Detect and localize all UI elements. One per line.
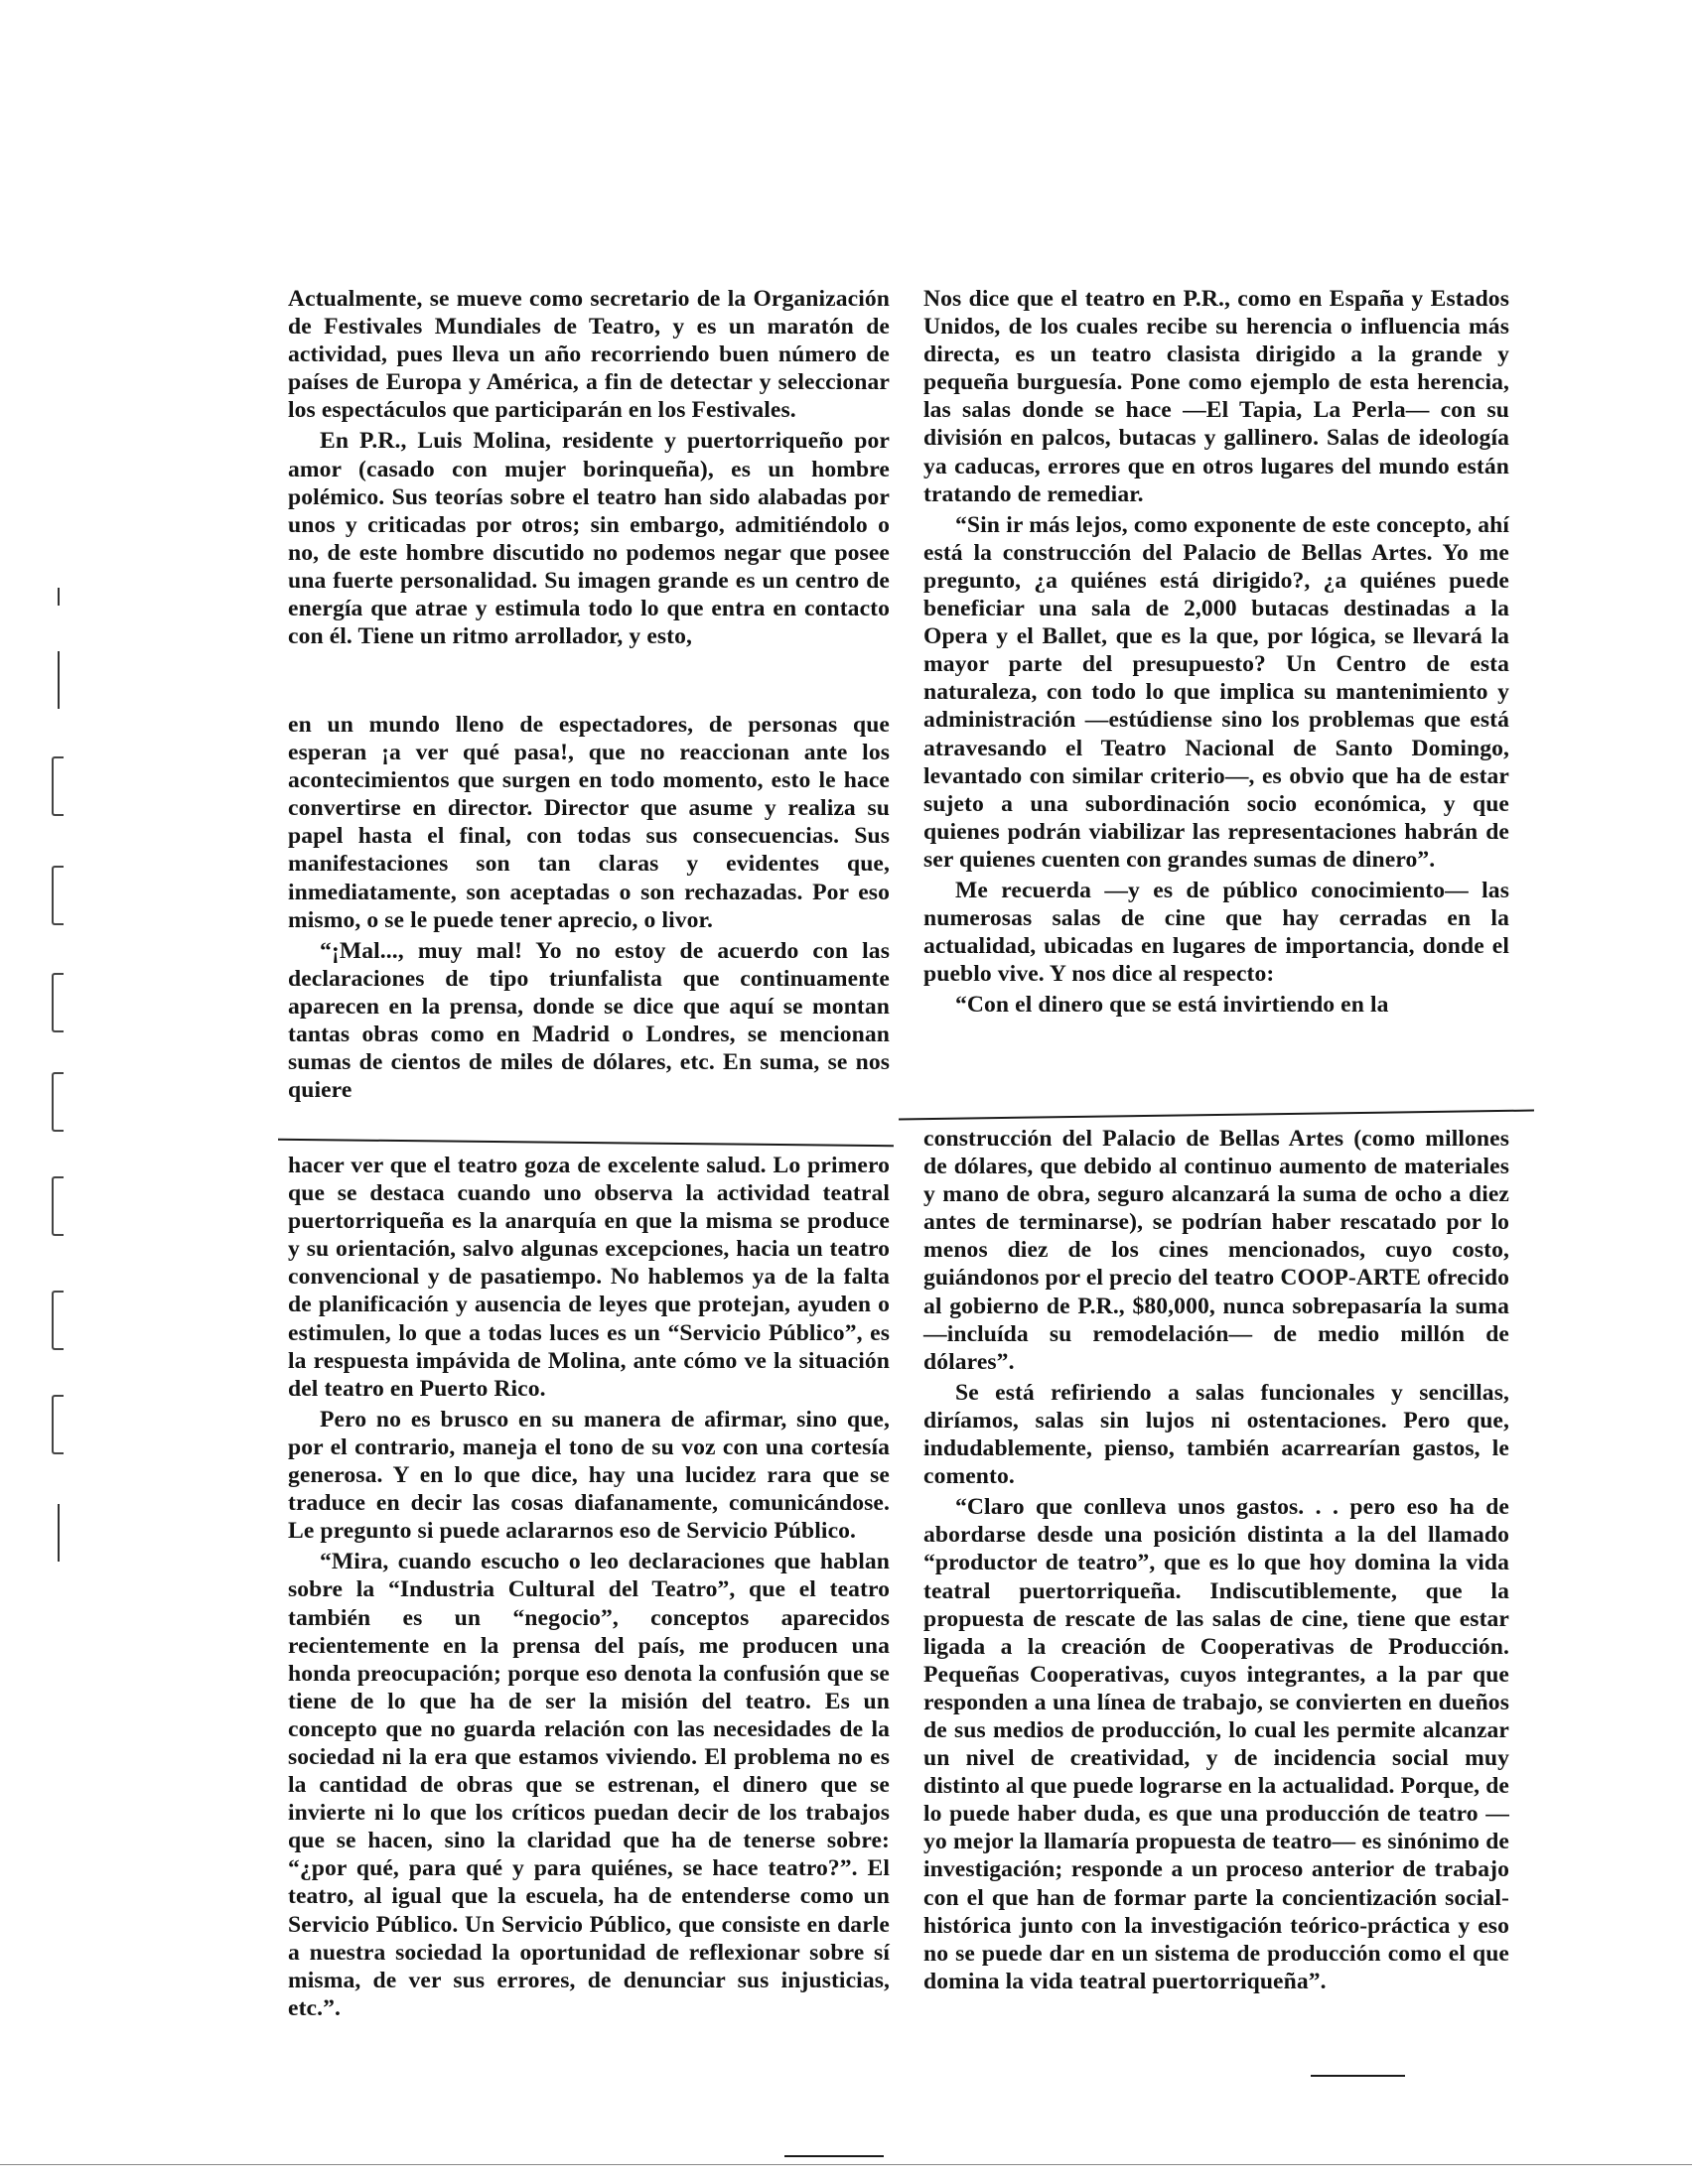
article-column-left-middle	[288, 711, 890, 1107]
paragraph: hacer ver que el teatro goza de excelente salud. Lo primero que se destaca cuando uno observa la actividad teatral puertorriqueña es la anarquía en que la misma se produce y su orientación, salvo algunas excepciones, hacia un teatro convencional y de pasatiempo. No hablemos ya de la falta de planificación y ausencia de leyes que protejan, ayuden o estimulen, lo que a todas luces es un “Servicio Público”, es la respuesta impávida de Molina, ante cómo ve la situación del teatro en Puerto Rico.	[288, 1153, 890, 1402]
paragraph: Me recuerda —y es de público conocimiento— las numerosas salas de cine que hay cerradas en la actualidad, ubicadas en lugares de importancia, donde el pueblo vive. Y nos dice al respecto:	[923, 877, 1509, 988]
binder-hole-mark	[52, 973, 64, 1032]
margin-mark	[58, 651, 60, 709]
paragraph: construcción del Palacio de Bellas Artes (como millones de dólares, que debido al continuo aumento de materiales y mano de obra, seguro alcanzará la suma de ocho a diez antes de terminarse), se podrían haber rescatado por lo menos diez de los cines mencionados, cuyo costo, guiándonos por el precio del teatro COOP-ARTE ofrecido al gobierno de P.R., $80,000, nunca sobrepasaría la suma —incluída su remodelación— de medio millón de dólares”.	[923, 1126, 1509, 1375]
page-bottom-edge	[0, 2164, 1692, 2165]
binder-hole-mark	[52, 1072, 64, 1132]
paragraph: En P.R., Luis Molina, residente y puertorriqueño por amor (casado con mujer borinqueña), es un hombre polémico. Sus teorías sobre el teatro han sido alabadas por unos y criticadas por otros; sin embargo, admitiéndolo o no, de este hombre discutido no podemos negar que posee una fuerte personalidad. Su imagen grande es un centro de energía que atrae y estimula todo lo que entra en contacto con él. Tiene un ritmo arrollador, y esto,	[288, 428, 890, 650]
paragraph: en un mundo lleno de espectadores, de personas que esperan ¡a ver qué pasa!, que no reaccionan ante los acontecimientos que surgen en todo momento, esto le hace convertirse en director. Director que asume y realiza su papel hasta el final, con todas sus consecuencias. Sus manifestaciones son tan claras y evidentes que, inmediatamente, son aceptadas o son rechazadas. Por eso mismo, o se le puede tener aprecio, o livor.	[288, 712, 890, 933]
paragraph: Se está refiriendo a salas funcionales y sencillas, diríamos, salas sin lujos ni ostentaciones. Pero que, indudablemente, pienso, también acarrearían gastos, le comento.	[923, 1379, 1509, 1490]
margin-mark	[58, 588, 60, 606]
paragraph: Actualmente, se mueve como secretario de la Organización de Festivales Mundiales de Teatro, y es un maratón de actividad, pues lleva un año recorriendo buen número de países de Europa y América, a fin de detectar y seleccionar los espectáculos que participarán en los Festivales.	[288, 286, 890, 424]
binder-hole-mark	[52, 756, 64, 816]
paragraph: “Con el dinero que se está invirtiendo en la	[955, 992, 1389, 1019]
column-divider-rule	[278, 1139, 894, 1147]
paragraph: “Mira, cuando escucho o leo declaraciones que hablan sobre la “Industria Cultural del Teatro”, que el teatro también es un “negocio”, conceptos aparecidos recientemente en la prensa del país, me producen una honda preocupación; porque eso denota la confusión que se tiene de lo que ha de ser la misión del teatro. Es un concepto que no guarda relación con las necesidades de la sociedad ni la era que estamos viviendo. El problema no es la cantidad de obras que se estrenan, el dinero que se invierte ni lo que los críticos puedan decir de los trabajos que se hacen, sino la claridad que ha de tenerse sobre: “¿por qué, para qué y para quiénes, se hace teatro?”. El teatro, al igual que la escuela, ha de entenderse como un Servicio Público. Un Servicio Público, que consiste en darle a nuestra sociedad la oportunidad de reflexionar sobre sí misma, de ver sus errores, de denunciar sus injusticias, etc.”.	[288, 1549, 890, 2021]
article-column-left-bottom	[288, 1152, 890, 2025]
paragraph: “Claro que conlleva unos gastos. . . pero eso ha de abordarse desde una posición distinta a la del llamado “productor de teatro”, que es lo que hoy domina la vida teatral puertorriqueña. Indiscutiblemente, que la propuesta de rescate de las salas de cine, tiene que estar ligada a la creación de Cooperativas de Producción. Pequeñas Cooperativas, cuyos integrantes, a la par que responden a una línea de trabajo, se convierten en dueños de sus medios de producción, lo cual les permite alcanzar un nivel de creatividad, y de incidencia social muy distinto al que puede lograrse en la actualidad. Porque, de lo puede haber duda, es que una producción de teatro —yo mejor la llamaría propuesta de teatro— es sinónimo de investigación; responde a un proceso anterior de trabajo con el que han de formar parte la concientización social-histórica junto con la investigación teórico-práctica y eso no se puede dar en un sistema de producción como el que domina la vida teatral puertorriqueña”.	[923, 1494, 1509, 1994]
margin-mark	[58, 1504, 60, 1562]
paragraph: Nos dice que el teatro en P.R., como en España y Estados Unidos, de los cuales recibe su herencia o influencia más directa, es un teatro clasista dirigido a la grande y pequeña burguesía. Pone como ejemplo de esta herencia, las salas donde se hace —El Tapia, La Perla— con su división en palcos, butacas y gallinero. Salas de ideología ya caducas, errores que en otros lugares del mundo están tratando de remediar.	[923, 286, 1509, 507]
binder-hole-mark	[52, 866, 64, 925]
end-mark-rule	[784, 2155, 884, 2157]
column-divider-rule	[899, 1110, 1534, 1121]
binder-hole-mark	[52, 1176, 64, 1236]
article-column-left-top	[288, 285, 890, 653]
paragraph: “¡Mal..., muy mal! Yo no estoy de acuerdo con las declaraciones de tipo triunfalista que continuamente aparecen en la prensa, donde se dice que aquí se montan tantas obras como en Madrid o Londres, se mencionan sumas de cientos de miles de dólares, etc. En suma, se nos quiere	[288, 937, 890, 1104]
paragraph: Pero no es brusco en su manera de afirmar, sino que, por el contrario, maneja el tono de su voz con una cortesía generosa. Y en lo que dice, hay una lucidez rara que se traduce en decir las cosas diafanamente, comunicándose. Le pregunto si puede aclararnos eso de Servicio Público.	[288, 1406, 890, 1545]
end-mark-rule	[1311, 2075, 1405, 2077]
binder-hole-mark	[52, 1291, 64, 1350]
paragraph: “Sin ir más lejos, como exponente de este concepto, ahí está la construcción del Palacio de Bellas Artes. Yo me pregunto, ¿a quiénes está dirigido?, ¿a quiénes puede beneficiar una sala de 2,000 butacas destinadas a la Opera y el Ballet, que es la que, por lógica, se llevará la mayor parte del presupuesto? Un Centro de esta naturaleza, con todo lo que implica su mantenimiento y administración —estúdiense sino los problemas que está atravesando el Teatro Nacional de Santo Domingo, levantado con similar criterio—, es obvio que ha de estar sujeto a una subordinación socio económica, y que quienes podrán viabilizar las representaciones habrán de ser quienes cuenten con grandes sumas de dinero”.	[923, 511, 1509, 873]
article-column-right-top	[923, 285, 1509, 1022]
article-column-right-bottom	[923, 1125, 1509, 1998]
binder-hole-mark	[52, 1395, 64, 1454]
